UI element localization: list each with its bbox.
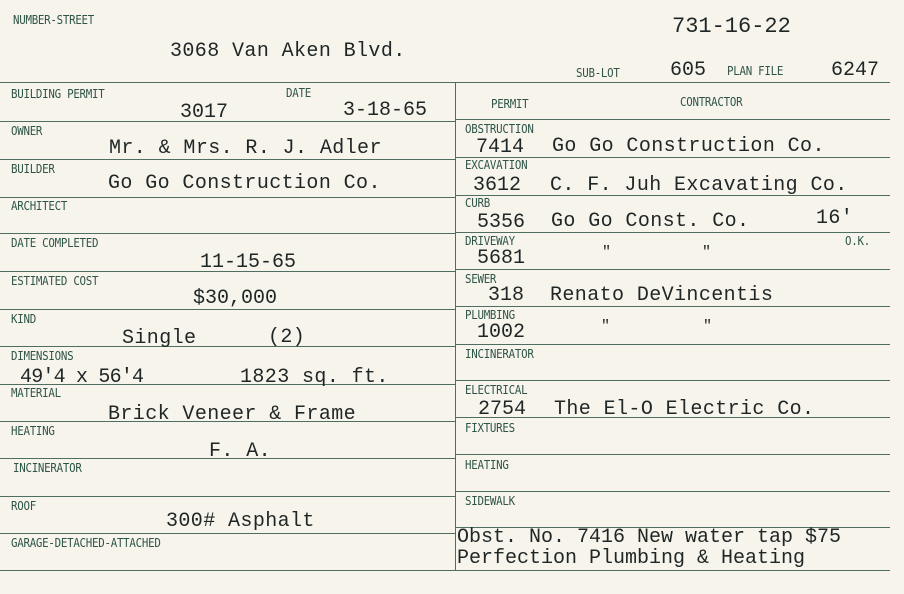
sublot-value: 605 (670, 59, 707, 82)
heating-value: F. A. (209, 440, 272, 463)
material-label: MATERIAL (11, 386, 61, 400)
roof-label: ROOF (11, 499, 36, 513)
building-permit-label: BUILDING PERMIT (11, 87, 105, 101)
plan-file-value: 6247 (831, 59, 880, 82)
curb-length: 16' (816, 207, 854, 230)
incinerator-label-left: INCINERATOR (13, 461, 82, 475)
plumbing-permit: 1002 (477, 321, 526, 344)
architect-label: ARCHITECT (11, 199, 68, 213)
rule-left-3 (0, 197, 455, 198)
rule-right-11 (456, 491, 890, 492)
heating-label-right: HEATING (465, 458, 509, 472)
kind-units: (2) (268, 326, 306, 349)
date-label: DATE (286, 86, 311, 100)
dimensions-value: 49'4 x 56'4 (20, 366, 144, 389)
plan-file-label: PLAN FILE (727, 64, 784, 78)
driveway-ditto-1: " (602, 244, 612, 261)
note-line-1: Obst. No. 7416 New water tap $75 (457, 526, 842, 549)
building-permit-value: 3017 (180, 101, 229, 124)
obstruction-label: OBSTRUCTION (465, 122, 534, 136)
rule-header (0, 82, 890, 83)
rule-right-7 (456, 344, 890, 345)
driveway-ditto-2: " (702, 244, 712, 261)
obstruction-permit: 7414 (476, 136, 525, 159)
rule-left-7 (0, 346, 455, 347)
heating-label: HEATING (11, 424, 55, 438)
card-number: 731-16-22 (672, 14, 791, 39)
rule-left-4 (0, 233, 455, 234)
sewer-permit: 318 (488, 284, 525, 307)
sewer-contractor: Renato DeVincentis (550, 284, 774, 307)
rule-right-1 (456, 119, 890, 120)
excavation-contractor: C. F. Juh Excavating Co. (550, 174, 848, 197)
rule-left-12 (0, 533, 455, 534)
electrical-permit: 2754 (478, 398, 527, 421)
rule-right-10 (456, 454, 890, 455)
kind-value: Single (122, 327, 197, 350)
driveway-label: DRIVEWAY (465, 234, 515, 248)
permit-header: PERMIT (491, 97, 529, 111)
builder-value: Go Go Construction Co. (108, 172, 381, 195)
column-divider (455, 82, 456, 570)
incinerator-label-right: INCINERATOR (465, 347, 534, 361)
electrical-label: ELECTRICAL (465, 383, 528, 397)
rule-left-11 (0, 496, 455, 497)
sidewalk-label: SIDEWALK (465, 494, 515, 508)
number-street-label: NUMBER-STREET (13, 13, 95, 27)
contractor-header: CONTRACTOR (680, 95, 743, 109)
dimensions-area: 1823 sq. ft. (240, 366, 389, 389)
driveway-permit: 5681 (477, 247, 526, 270)
kind-label: KIND (11, 312, 36, 326)
material-value: Brick Veneer & Frame (108, 403, 357, 426)
garage-label: GARAGE-DETACHED-ATTACHED (11, 536, 161, 550)
estimated-cost-value: $30,000 (193, 287, 278, 310)
rule-bottom (0, 570, 890, 571)
date-value: 3-18-65 (343, 99, 428, 122)
sublot-label: SUB-LOT (576, 66, 620, 80)
excavation-permit: 3612 (473, 174, 522, 197)
estimated-cost-label: ESTIMATED COST (11, 274, 99, 288)
obstruction-contractor: Go Go Construction Co. (552, 135, 825, 158)
plumbing-ditto-1: " (601, 318, 611, 335)
plumbing-ditto-2: " (703, 318, 713, 335)
dimensions-label: DIMENSIONS (11, 349, 74, 363)
builder-label: BUILDER (11, 162, 55, 176)
curb-contractor: Go Go Const. Co. (551, 210, 750, 233)
owner-label: OWNER (11, 124, 43, 138)
roof-value: 300# Asphalt (166, 510, 315, 533)
curb-ok: O.K. (845, 234, 870, 248)
excavation-label: EXCAVATION (465, 158, 528, 172)
plumbing-label: PLUMBING (465, 308, 515, 322)
owner-value: Mr. & Mrs. R. J. Adler (109, 137, 382, 160)
date-completed-value: 11-15-65 (200, 251, 297, 274)
curb-permit: 5356 (477, 211, 526, 234)
note-line-2: Perfection Plumbing & Heating (457, 547, 806, 570)
date-completed-label: DATE COMPLETED (11, 236, 99, 250)
electrical-contractor: The El-O Electric Co. (554, 398, 815, 421)
fixtures-label: FIXTURES (465, 421, 515, 435)
rule-right-8 (456, 380, 890, 381)
curb-label: CURB (465, 196, 490, 210)
address: 3068 Van Aken Blvd. (170, 40, 406, 63)
sewer-label: SEWER (465, 272, 497, 286)
